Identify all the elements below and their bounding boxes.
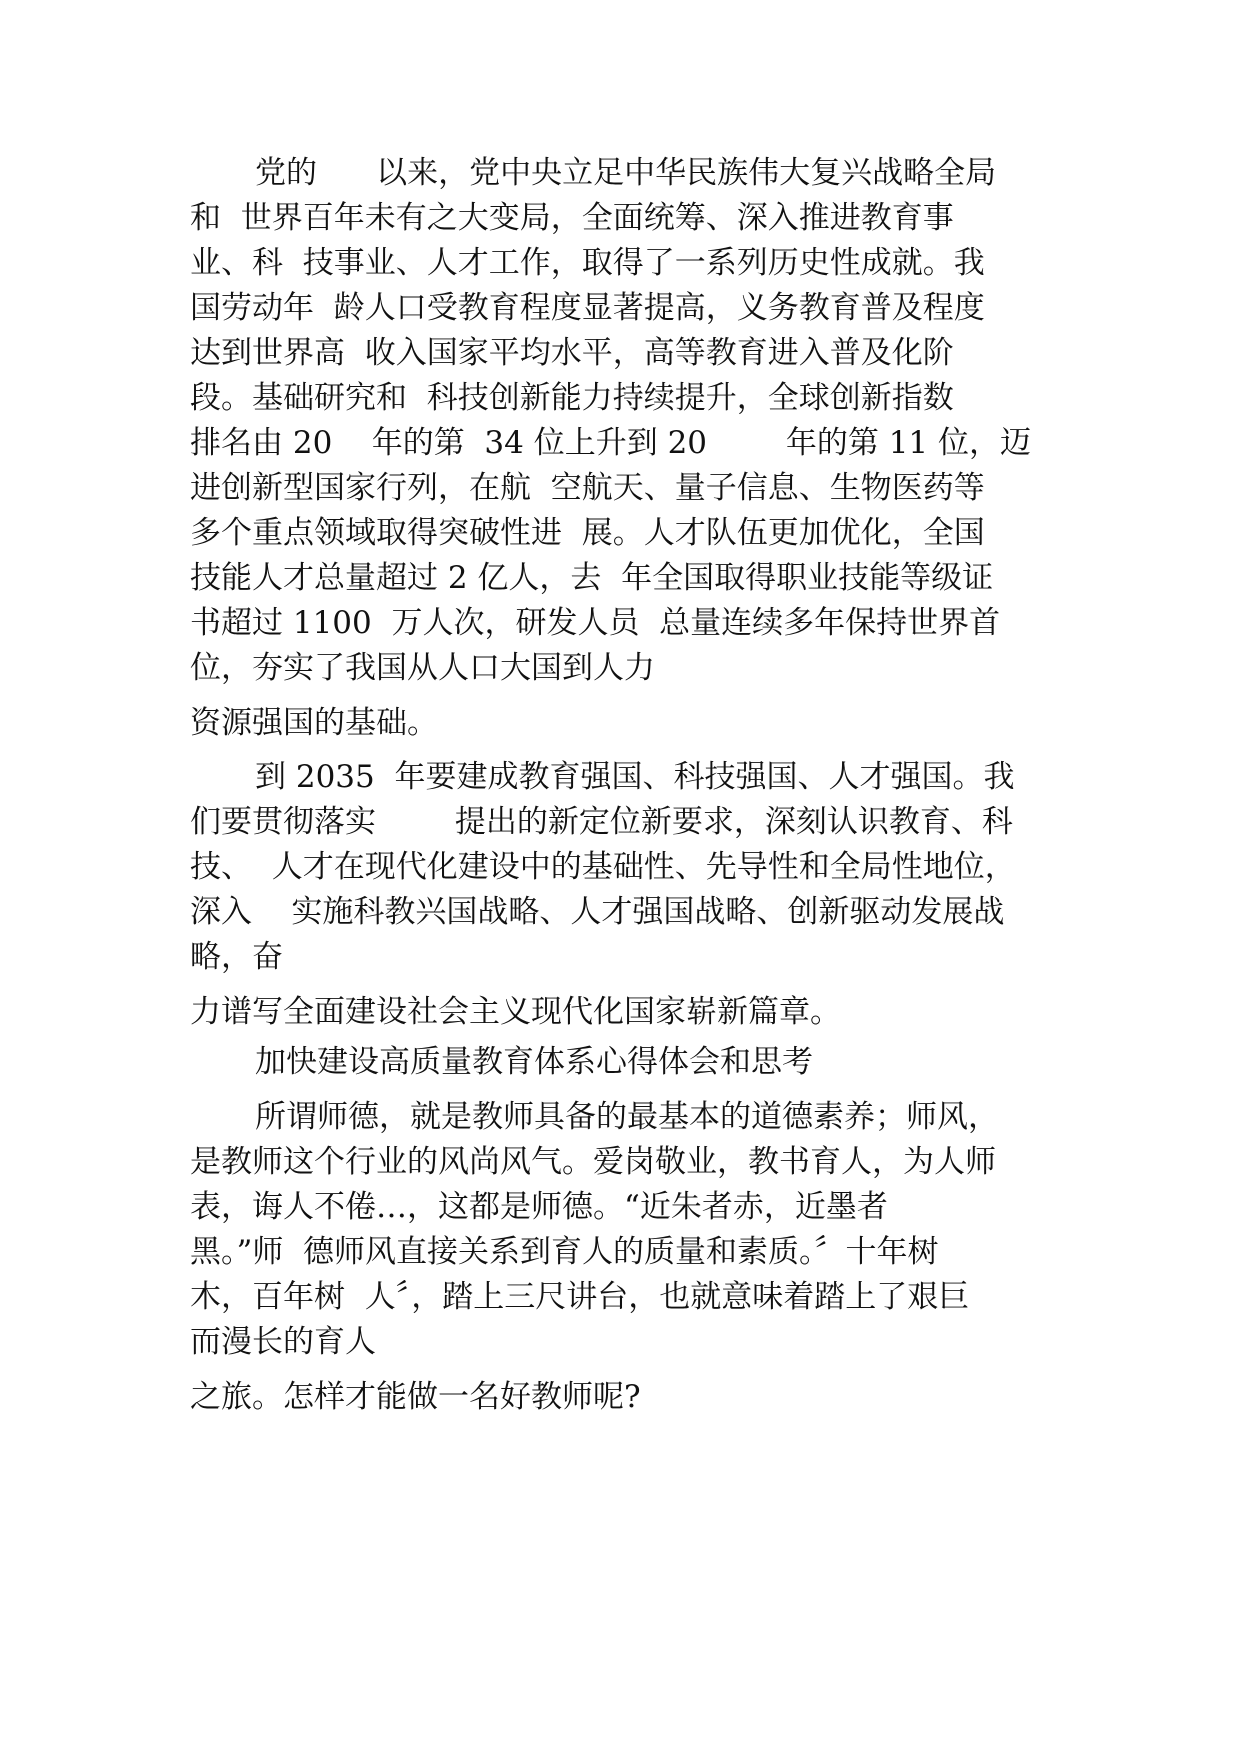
text-line: 们要贯彻落实 提出的新定位新要求，深刻认识教育、科 bbox=[190, 804, 1013, 840]
text-line: 进创新型国家行列，在航 空航天、量子信息、生物医药等 bbox=[190, 470, 985, 506]
text-line: 排名由 20 年的第 34 位上升到 20 年的第 11 位，迈 bbox=[190, 425, 1032, 461]
text-line: 和 世界百年未有之大变局，全面统筹、深入推进教育事 bbox=[190, 200, 954, 236]
text-line: 党的 以来，党中央立足中华民族伟大复兴战略全局 bbox=[255, 155, 997, 191]
text-line: 而漫长的育人 bbox=[190, 1324, 376, 1360]
text-line: 表，诲人不倦…，这都是师德。“近朱者赤，近墨者 bbox=[190, 1189, 888, 1225]
text-line: 是教师这个行业的风尚风气。爱岗敬业，教书育人，为人师 bbox=[190, 1144, 996, 1180]
text-line: 技、 人才在现代化建设中的基础性、先导性和全局性地位， bbox=[190, 849, 1016, 885]
text-line: 资源强国的基础。 bbox=[190, 705, 438, 741]
text-line: 到 2035 年要建成教育强国、科技强国、人才强国。我 bbox=[255, 759, 1015, 795]
text-line: 之旅。怎样才能做一名好教师呢? bbox=[190, 1379, 641, 1415]
text-line: 力谱写全面建设社会主义现代化国家崭新篇章。 bbox=[190, 994, 841, 1030]
text-line: 深入 实施科教兴国战略、人才强国战略、创新驱动发展战 bbox=[190, 894, 1005, 930]
text-line: 位，夯实了我国从人口大国到人力 bbox=[190, 650, 655, 686]
section-heading: 加快建设高质量教育体系心得体会和思考 bbox=[255, 1044, 813, 1080]
text-line: 黑。”师 德师风直接关系到育人的质量和素质。〞十年树 bbox=[190, 1234, 939, 1270]
text-line: 业、科 技事业、人才工作，取得了一系列历史性成就。我 bbox=[190, 245, 985, 281]
text-line: 技能人才总量超过 2 亿人，去 年全国取得职业技能等级证 bbox=[190, 560, 994, 596]
text-line: 书超过 1100 万人次，研发人员 总量连续多年保持世界首 bbox=[190, 605, 1001, 641]
text-line: 所谓师德，就是教师具备的最基本的道德素养；师风， bbox=[255, 1099, 999, 1135]
text-line: 段。基础研究和 科技创新能力持续提升，全球创新指数 bbox=[190, 380, 954, 416]
text-line: 多个重点领域取得突破性进 展。人才队伍更加优化，全国 bbox=[190, 515, 985, 551]
text-line: 木，百年树 人〞，踏上三尺讲台，也就意味着踏上了艰巨 bbox=[190, 1279, 970, 1315]
text-line: 国劳动年 龄人口受教育程度显著提高，义务教育普及程度 bbox=[190, 290, 985, 326]
text-line: 略，奋 bbox=[190, 939, 283, 975]
text-line: 达到世界高 收入国家平均水平，高等教育进入普及化阶 bbox=[190, 335, 954, 371]
